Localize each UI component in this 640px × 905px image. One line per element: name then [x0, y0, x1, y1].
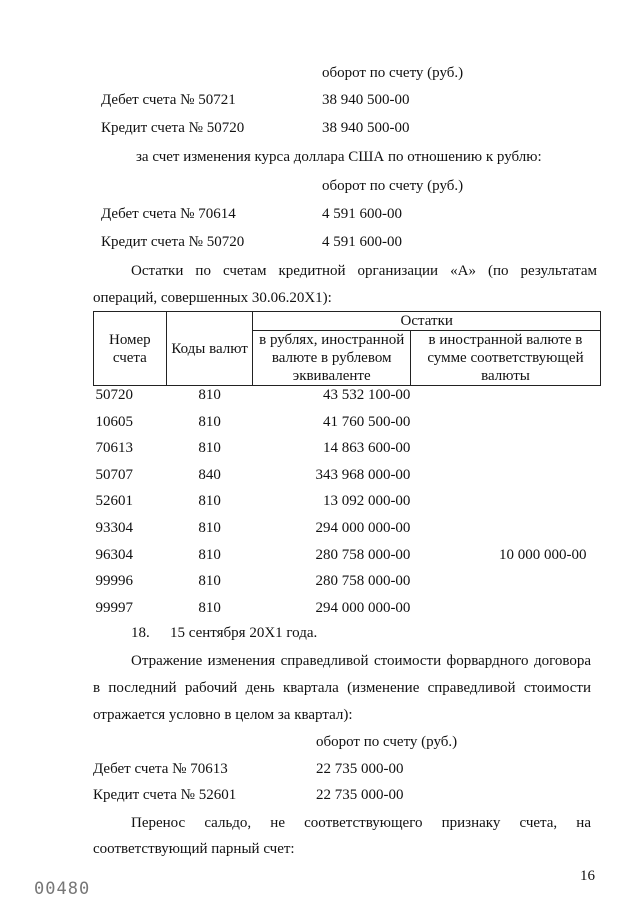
balances-intro-line: Остатки по счетам кредитной организации «А» (по результатам — [131, 263, 597, 279]
table-row — [94, 413, 601, 440]
cell-fx — [410, 492, 600, 519]
col-header-rub: в рублях, иностранной валюте в рублевом эквиваленте — [253, 331, 410, 386]
cell-account: 99996 — [95, 573, 133, 590]
table-row — [94, 546, 601, 573]
table-row — [94, 599, 601, 626]
cell-rub: 41 760 500-00 — [322, 413, 411, 430]
paragraph-line: Отражение изменения справедливой стоимости форвардного договора — [131, 653, 591, 669]
table-row — [94, 492, 601, 519]
cell-fx — [410, 413, 600, 440]
cell-account: 50707 — [95, 466, 133, 483]
turnover-header: оборот по счету (руб.) — [322, 65, 464, 81]
cell-fx — [410, 439, 600, 466]
debit-label: Дебет счета № 50721 — [101, 92, 236, 108]
cell-fx — [410, 466, 600, 493]
credit-label: Кредит счета № 52601 — [93, 787, 237, 803]
credit-amount: 38 940 500-00 — [322, 120, 410, 136]
cell-rub: 14 863 600-00 — [322, 440, 411, 457]
table-row — [94, 466, 601, 493]
cell-rub: 280 758 000-00 — [315, 546, 411, 563]
cell-account: 52601 — [95, 493, 133, 510]
cell-fx — [410, 599, 600, 626]
paragraph-line: в последний рабочий день квартала (изменение справедливой стоимости — [93, 680, 591, 696]
paragraph-line: соответствующий парный счет: — [93, 841, 295, 857]
table-row — [94, 386, 601, 413]
turnover-header: оборот по счету (руб.) — [322, 178, 464, 194]
cell-fx — [410, 519, 600, 546]
item-number: 18. — [131, 625, 150, 641]
debit-label: Дебет счета № 70613 — [93, 761, 228, 777]
balances-table — [93, 311, 601, 625]
credit-label: Кредит счета № 50720 — [101, 120, 245, 136]
cell-currency: 810 — [198, 546, 221, 563]
debit-label: Дебет счета № 70614 — [101, 206, 236, 222]
credit-amount: 22 735 000-00 — [316, 787, 404, 803]
table-row — [94, 439, 601, 466]
credit-amount: 4 591 600-00 — [322, 234, 402, 250]
col-header-account: Номер счета — [94, 312, 167, 386]
debit-amount: 38 940 500-00 — [322, 92, 410, 108]
cell-account: 96304 — [95, 546, 133, 563]
paragraph-line: Перенос сальдо, не соответствующего признаку счета, на — [131, 815, 591, 831]
cell-rub: 294 000 000-00 — [315, 599, 411, 616]
cell-currency: 810 — [198, 387, 221, 403]
turnover-header: оборот по счету (руб.) — [316, 734, 458, 750]
table-row — [94, 572, 601, 599]
balances-intro-line: операций, совершенных 30.06.20Х1): — [93, 290, 332, 306]
item-date: 15 сентября 20Х1 года. — [170, 625, 318, 641]
cell-fx — [410, 386, 600, 413]
cell-rub: 343 968 000-00 — [315, 466, 411, 483]
cell-currency: 810 — [198, 413, 221, 430]
cell-account: 70613 — [95, 440, 133, 457]
cell-currency: 810 — [198, 519, 221, 536]
credit-label: Кредит счета № 50720 — [101, 234, 245, 250]
cell-account: 10605 — [95, 413, 133, 430]
debit-amount: 22 735 000-00 — [316, 761, 404, 777]
cell-currency: 810 — [198, 573, 221, 590]
cell-rub: 43 532 100-00 — [322, 387, 411, 403]
paragraph-line: отражается условно в целом за квартал): — [93, 707, 353, 723]
stamp-number: 00480 — [34, 879, 91, 899]
col-header-fx: в иностранной валюте в сумме соответствующей валюты — [410, 331, 600, 386]
entry-intro: за счет изменения курса доллара США по отношению к рублю: — [136, 149, 542, 165]
cell-currency: 810 — [198, 493, 221, 510]
cell-fx — [410, 572, 600, 599]
cell-fx: 10 000 000-00 — [499, 546, 587, 563]
cell-rub: 13 092 000-00 — [322, 493, 411, 510]
cell-rub: 294 000 000-00 — [315, 519, 411, 536]
cell-currency: 810 — [198, 440, 221, 457]
table-row — [94, 519, 601, 546]
cell-account: 93304 — [95, 519, 133, 536]
cell-account: 50720 — [95, 387, 133, 403]
cell-rub: 280 758 000-00 — [315, 573, 411, 590]
debit-amount: 4 591 600-00 — [322, 206, 402, 222]
cell-currency: 810 — [198, 599, 221, 616]
col-header-balances: Остатки — [253, 312, 601, 331]
col-header-currency: Коды валют — [166, 312, 253, 386]
page-number: 16 — [580, 868, 595, 884]
cell-account: 99997 — [95, 599, 133, 616]
cell-currency: 840 — [198, 466, 221, 483]
